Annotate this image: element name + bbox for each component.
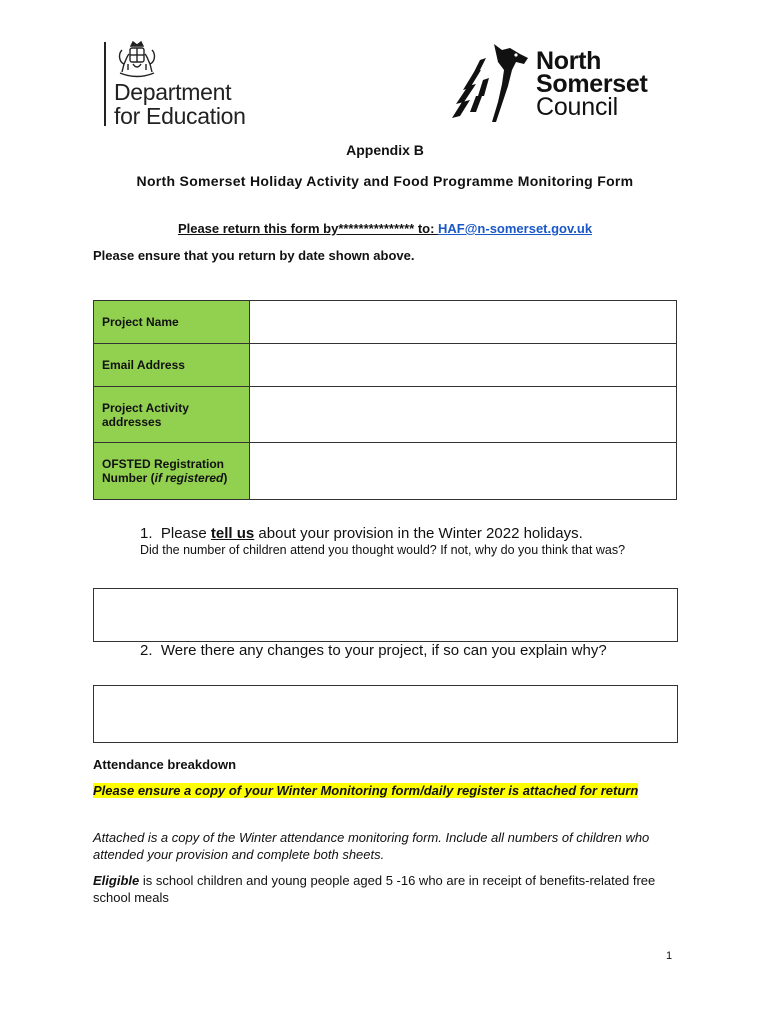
question-1-subtext: Did the number of children attend you thought would? If not, why do you think that was?: [140, 543, 626, 557]
ofsted-registration-field[interactable]: [250, 443, 677, 500]
eligible-text: is school children and young people aged 5 -16 who are in receipt of benefits-related free school meals: [93, 873, 656, 905]
highlighted-text: Please ensure a copy of your Winter Monitoring form/daily register is attached for return: [93, 783, 639, 798]
question-1: [140, 525, 583, 542]
royal-crest-icon: [114, 40, 160, 80]
north-somerset-wyvern-icon: [450, 40, 532, 126]
appendix-heading: Appendix B: [346, 142, 424, 158]
question-2-text: Were there any changes to your project, if so can you explain why?: [160, 642, 607, 659]
attached-note: Attached is a copy of the Winter attendance monitoring form. Include all numbers of children who attended your provision and complete both sheets.: [93, 830, 650, 862]
page-number: 1: [666, 950, 673, 962]
email-address-field[interactable]: [250, 344, 677, 387]
table-row: [94, 344, 677, 387]
nsc-logo-text: [536, 47, 648, 121]
return-email-link[interactable]: HAF@n-somerset.gov.uk: [438, 221, 593, 236]
project-name-label: Project Name: [94, 301, 250, 344]
dfe-logo-line2: for Education: [114, 103, 246, 129]
attendance-highlight-note: [93, 783, 673, 799]
nsc-logo-line1: North: [536, 47, 602, 75]
eligible-definition: [93, 872, 673, 906]
table-row: [94, 301, 677, 344]
table-row: [94, 443, 677, 500]
question-2-answer-box[interactable]: [93, 685, 678, 743]
attendance-heading: Attendance breakdown: [93, 757, 237, 772]
question-2-number: 2.: [140, 642, 153, 659]
project-activity-addresses-label: Project Activity addresses: [94, 387, 250, 443]
ensure-return-note: Please ensure that you return by date shown above.: [93, 248, 415, 263]
dfe-logo-line1: Department: [114, 79, 232, 105]
form-title: North Somerset Holiday Activity and Food Programme Monitoring Form: [136, 173, 634, 189]
dfe-logo-text: [114, 80, 246, 128]
email-address-label: Email Address: [94, 344, 250, 387]
return-instruction: [0, 221, 770, 236]
ofsted-label-italic: if registered: [154, 471, 224, 485]
eligible-term: Eligible: [93, 873, 140, 888]
question-1-answer-box[interactable]: [93, 588, 678, 642]
ofsted-label-end: ): [223, 471, 228, 485]
table-row: [94, 387, 677, 443]
ofsted-label-main: OFSTED Registration Number (: [102, 457, 225, 485]
question-1-pre: Please: [160, 525, 211, 542]
ofsted-registration-label: [94, 443, 250, 500]
project-activity-addresses-field[interactable]: [250, 387, 677, 443]
dfe-logo-divider: [104, 42, 106, 126]
question-1-number: 1.: [140, 525, 153, 542]
project-info-table: [93, 300, 677, 500]
return-deadline-text: Please return this form by*************** to:: [177, 221, 439, 236]
project-name-field[interactable]: [250, 301, 677, 344]
nsc-logo-line2: Somerset: [536, 70, 648, 98]
nsc-logo-line3: Council: [536, 93, 618, 121]
question-2: [140, 642, 607, 659]
question-1-post: about your provision in the Winter 2022 holidays.: [254, 525, 583, 542]
question-1-emphasis: tell us: [210, 525, 255, 542]
